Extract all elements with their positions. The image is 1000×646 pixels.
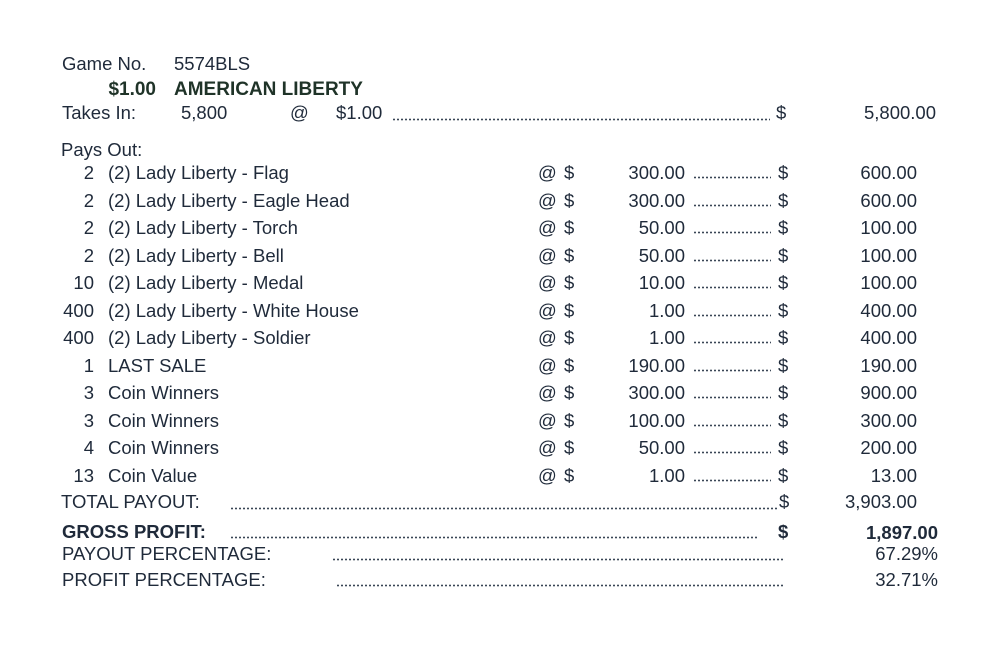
takes-in-leader-dots <box>392 118 770 121</box>
payout-qty: 13 <box>73 465 94 486</box>
payout-amount-currency: $ <box>778 190 789 211</box>
payout-unit-currency: $ <box>564 190 575 211</box>
payout-amount: 13.00 <box>870 465 917 486</box>
payout-at-symbol: @ <box>538 465 557 486</box>
profit-percentage-leader-dots <box>336 584 784 587</box>
total-payout-label: TOTAL PAYOUT: <box>61 491 200 512</box>
payout-at-symbol: @ <box>538 355 557 376</box>
payout-unit-currency: $ <box>564 382 575 403</box>
payout-unit-price: 10.00 <box>638 272 685 293</box>
payout-row <box>0 410 1000 432</box>
payout-qty: 2 <box>83 217 94 238</box>
payout-percentage-label: PAYOUT PERCENTAGE: <box>62 543 272 564</box>
payout-row <box>0 355 1000 377</box>
payout-qty: 1 <box>83 355 94 376</box>
payout-percentage-value: 67.29% <box>875 543 938 564</box>
payout-description: Coin Winners <box>108 382 220 403</box>
payout-qty: 3 <box>83 382 94 403</box>
payout-unit-currency: $ <box>564 272 575 293</box>
payout-description: (2) Lady Liberty - Soldier <box>108 327 311 348</box>
game-name: AMERICAN LIBERTY <box>174 79 363 100</box>
payout-description: LAST SALE <box>108 355 207 376</box>
payout-unit-price: 1.00 <box>648 465 685 486</box>
payout-row <box>0 190 1000 212</box>
payout-leader-dots <box>693 204 771 207</box>
payout-at-symbol: @ <box>538 437 557 458</box>
payout-amount-currency: $ <box>778 355 789 376</box>
takes-in-currency: $ <box>776 102 787 123</box>
payout-unit-price: 300.00 <box>628 190 685 211</box>
payout-at-symbol: @ <box>538 410 557 431</box>
payout-leader-dots <box>693 314 771 317</box>
gross-profit-currency: $ <box>778 521 789 542</box>
payout-qty: 2 <box>83 162 94 183</box>
payout-row <box>0 272 1000 294</box>
payout-percentage-leader-dots <box>332 558 784 561</box>
payout-description: Coin Winners <box>108 437 220 458</box>
payout-leader-dots <box>693 369 771 372</box>
payout-description: (2) Lady Liberty - Bell <box>108 245 284 266</box>
payout-at-symbol: @ <box>538 245 557 266</box>
payout-amount-currency: $ <box>778 162 789 183</box>
game-no-value: 5574BLS <box>174 53 251 74</box>
gross-profit-amount: 1,897.00 <box>865 522 938 543</box>
payout-qty: 400 <box>63 300 94 321</box>
payout-leader-dots <box>693 451 771 454</box>
payout-amount-currency: $ <box>778 300 789 321</box>
payout-row <box>0 327 1000 349</box>
payout-row <box>0 465 1000 487</box>
total-payout-leader-dots <box>230 507 778 510</box>
payout-amount: 600.00 <box>860 162 917 183</box>
payout-leader-dots <box>693 341 771 344</box>
payout-unit-currency: $ <box>564 410 575 431</box>
payout-amount-currency: $ <box>778 410 789 431</box>
payout-amount: 300.00 <box>860 410 917 431</box>
payout-row <box>0 217 1000 239</box>
takes-in-label: Takes In: <box>62 102 137 123</box>
payout-description: (2) Lady Liberty - Medal <box>108 272 304 293</box>
total-payout-amount: 3,903.00 <box>844 491 917 512</box>
payout-unit-price: 190.00 <box>628 355 685 376</box>
payout-qty: 2 <box>83 190 94 211</box>
payout-description: Coin Value <box>108 465 198 486</box>
payout-leader-dots <box>693 479 771 482</box>
takes-in-price: $1.00 <box>336 102 383 123</box>
payout-amount: 400.00 <box>860 300 917 321</box>
game-no-label: Game No. <box>62 53 147 74</box>
payout-description: (2) Lady Liberty - Flag <box>108 162 289 183</box>
total-payout-currency: $ <box>779 491 790 512</box>
payout-description: (2) Lady Liberty - Eagle Head <box>108 190 350 211</box>
payout-qty: 3 <box>83 410 94 431</box>
payout-description: Coin Winners <box>108 410 220 431</box>
payout-unit-price: 1.00 <box>648 327 685 348</box>
payout-row <box>0 382 1000 404</box>
gross-profit-label: GROSS PROFIT: <box>62 521 206 542</box>
gross-profit-leader-dots <box>230 536 758 539</box>
payout-unit-price: 300.00 <box>628 382 685 403</box>
profit-percentage-value: 32.71% <box>875 569 938 590</box>
payout-amount-currency: $ <box>778 437 789 458</box>
payout-row <box>0 300 1000 322</box>
payout-at-symbol: @ <box>538 382 557 403</box>
takes-in-at: @ <box>290 102 309 123</box>
payout-unit-currency: $ <box>564 437 575 458</box>
payout-amount-currency: $ <box>778 245 789 266</box>
payout-unit-currency: $ <box>564 355 575 376</box>
payout-unit-currency: $ <box>564 162 575 183</box>
payout-description: (2) Lady Liberty - White House <box>108 300 359 321</box>
payout-at-symbol: @ <box>538 272 557 293</box>
payout-amount: 600.00 <box>860 190 917 211</box>
payout-unit-price: 50.00 <box>638 245 685 266</box>
payout-qty: 2 <box>83 245 94 266</box>
payout-leader-dots <box>693 396 771 399</box>
payout-amount: 900.00 <box>860 382 917 403</box>
payout-amount: 190.00 <box>860 355 917 376</box>
payout-at-symbol: @ <box>538 217 557 238</box>
payout-leader-dots <box>693 286 771 289</box>
pays-out-label: Pays Out: <box>61 139 143 160</box>
payout-leader-dots <box>693 176 771 179</box>
payout-amount: 200.00 <box>860 437 917 458</box>
payout-leader-dots <box>693 424 771 427</box>
payout-qty: 4 <box>83 437 94 458</box>
payout-row <box>0 162 1000 184</box>
payout-amount-currency: $ <box>778 327 789 348</box>
payout-unit-currency: $ <box>564 217 575 238</box>
payout-amount: 100.00 <box>860 217 917 238</box>
payout-unit-currency: $ <box>564 465 575 486</box>
payout-qty: 400 <box>63 327 94 348</box>
payout-qty: 10 <box>73 272 94 293</box>
payout-amount-currency: $ <box>778 217 789 238</box>
payout-unit-price: 300.00 <box>628 162 685 183</box>
payout-leader-dots <box>693 231 771 234</box>
payout-unit-price: 100.00 <box>628 410 685 431</box>
game-price: $1.00 <box>108 79 156 100</box>
takes-in-count: 5,800 <box>181 102 228 123</box>
payout-row <box>0 245 1000 267</box>
payout-at-symbol: @ <box>538 190 557 211</box>
payout-unit-price: 1.00 <box>648 300 685 321</box>
payout-amount: 100.00 <box>860 245 917 266</box>
payout-leader-dots <box>693 259 771 262</box>
payout-row <box>0 437 1000 459</box>
payout-unit-currency: $ <box>564 245 575 266</box>
payout-at-symbol: @ <box>538 162 557 183</box>
payout-at-symbol: @ <box>538 327 557 348</box>
takes-in-amount: 5,800.00 <box>863 102 936 123</box>
payout-description: (2) Lady Liberty - Torch <box>108 217 298 238</box>
payout-unit-price: 50.00 <box>638 437 685 458</box>
profit-percentage-label: PROFIT PERCENTAGE: <box>62 569 266 590</box>
payout-at-symbol: @ <box>538 300 557 321</box>
payout-amount-currency: $ <box>778 382 789 403</box>
payout-amount: 100.00 <box>860 272 917 293</box>
payout-unit-currency: $ <box>564 300 575 321</box>
payout-amount: 400.00 <box>860 327 917 348</box>
payout-amount-currency: $ <box>778 465 789 486</box>
payout-unit-price: 50.00 <box>638 217 685 238</box>
payout-amount-currency: $ <box>778 272 789 293</box>
payout-unit-currency: $ <box>564 327 575 348</box>
